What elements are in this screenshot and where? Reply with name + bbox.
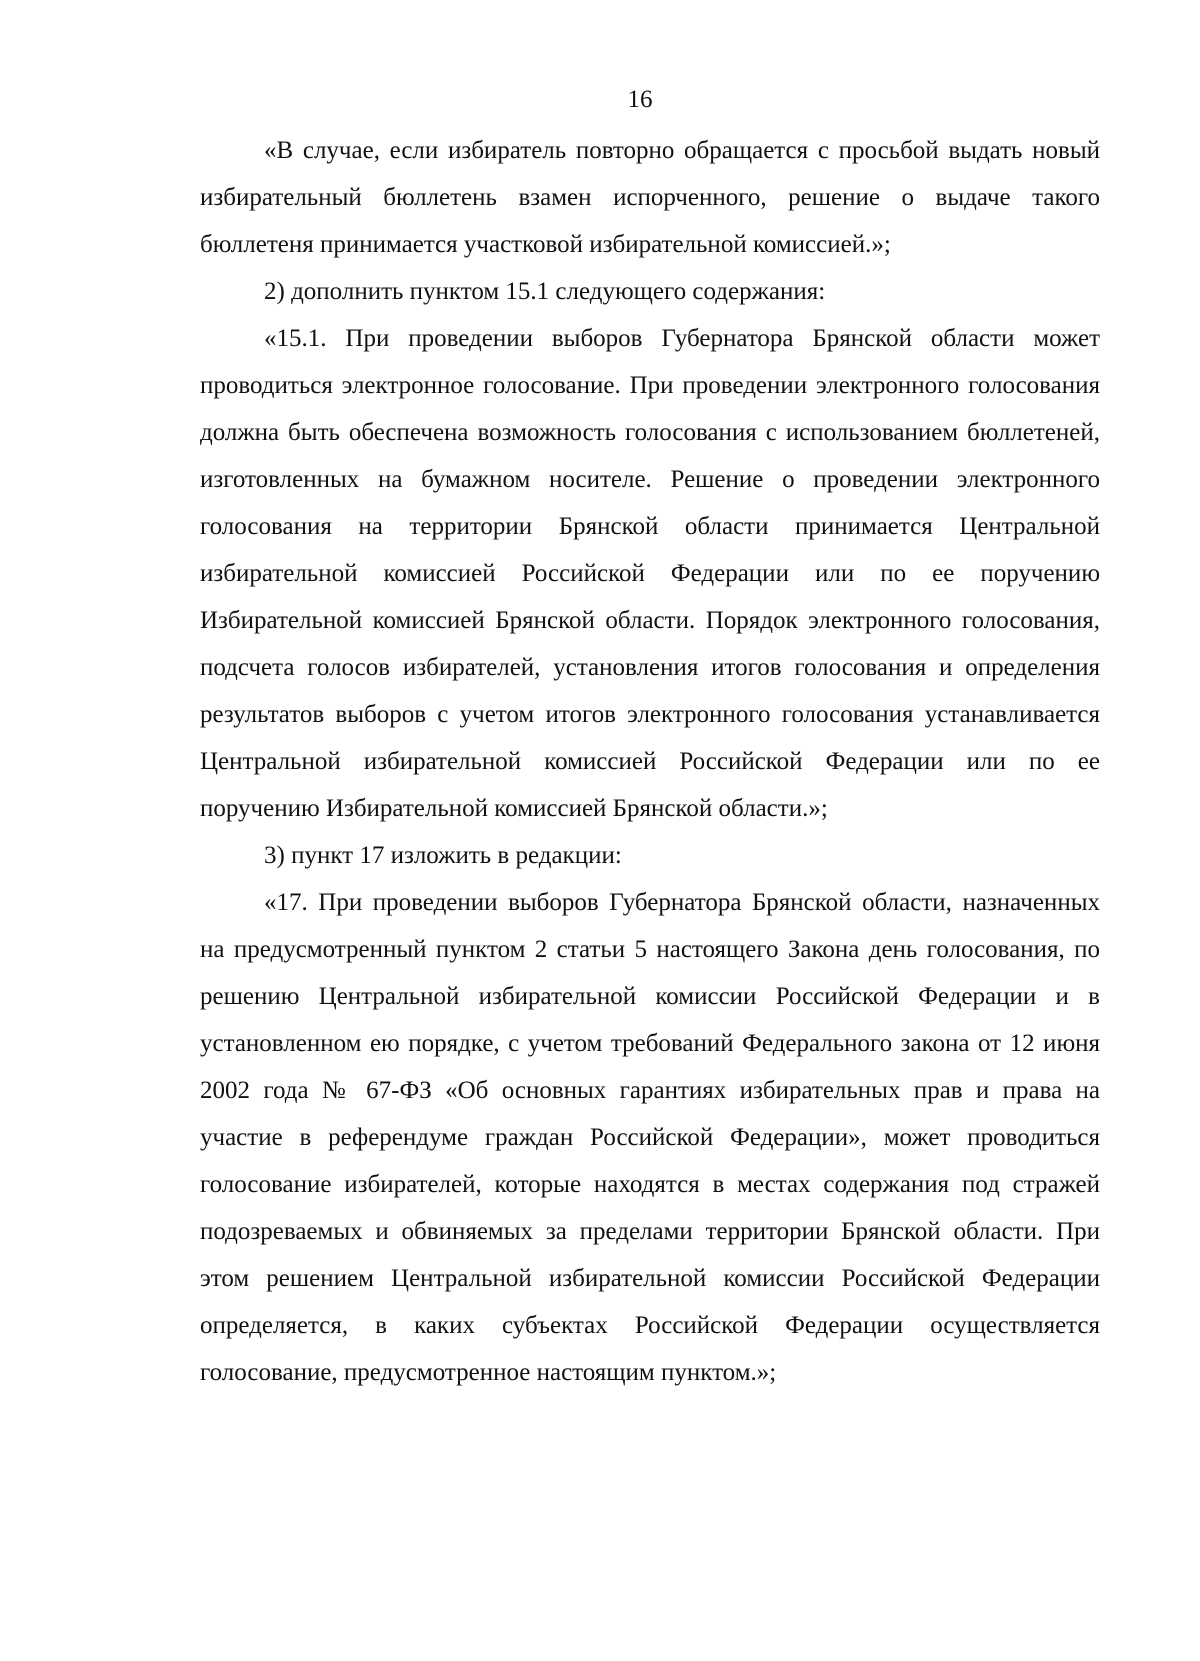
paragraph-amend-17-intro: 3) пункт 17 изложить в редакции: <box>264 842 622 869</box>
paragraph-ballot-replacement: «В случае, если избиратель повторно обращается с просьбой выдать новый избирательный бюллетень взамен испорченного, решение о выдаче такого бюллетеня принимается участковой избирательной комиссией.»; <box>200 137 1100 258</box>
paragraph-amend-15-1-intro: 2) дополнить пунктом 15.1 следующего содержания: <box>264 278 826 305</box>
document-body <box>200 127 1100 1396</box>
paragraph-clause-17: «17. При проведении выборов Губернатора Брянской области, назначенных на предусмотренный пунктом 2 статьи 5 настоящего Закона день голосования, по решению Центральной избирательной комиссии Российской Федерации и в установленном ею порядке, с учетом требований Федерального закона от 12 июня 2002 года № 67-ФЗ «Об основных гарантиях избирательных прав и права на участие в референдуме граждан Российской Федерации», может проводиться голосование избирателей, которые находятся в местах содержания под стражей подозреваемых и обвиняемых за пределами территории Брянской области. При этом решением Центральной избирательной комиссии Российской Федерации определяется, в каких субъектах Российской Федерации осуществляется голосование, предусмотренное настоящим пунктом.»; <box>200 889 1100 1386</box>
page-number: 16 <box>627 86 653 113</box>
paragraph-clause-15-1: «15.1. При проведении выборов Губернатора Брянской области может проводиться электронное голосование. При проведении электронного голосования должна быть обеспечена возможность голосования с использованием бюллетеней, изготовленных на бумажном носителе. Решение о проведении электронного голосования на территории Брянской области принимается Центральной избирательной комиссией Российской Федерации или по ее поручению Избирательной комиссией Брянской области. Порядок электронного голосования, подсчета голосов избирателей, установления итогов голосования и определения результатов выборов с учетом итогов электронного голосования устанавливается Центральной избирательной комиссией Российской Федерации или по ее поручению Избирательной комиссией Брянской области.»; <box>200 325 1100 822</box>
